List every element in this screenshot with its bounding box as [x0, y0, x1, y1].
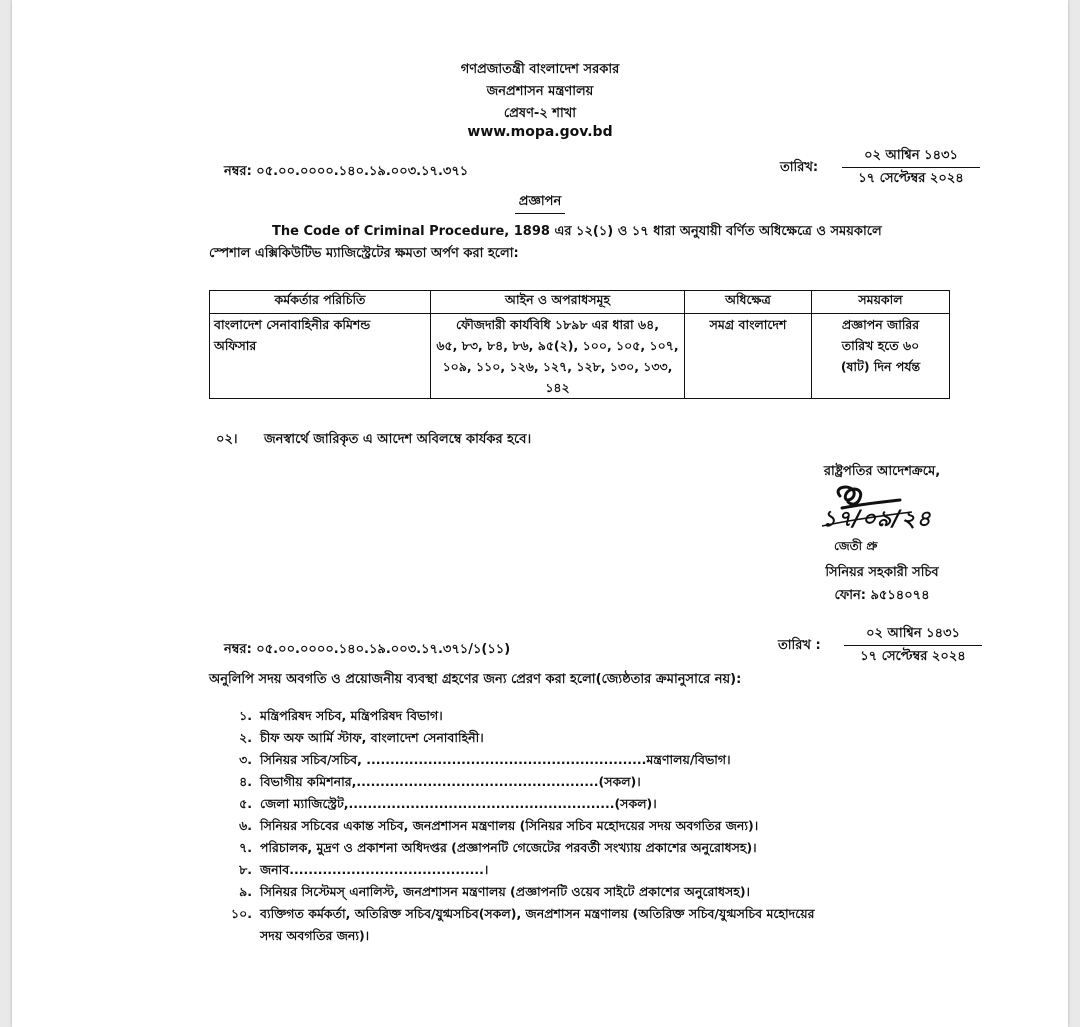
list-number: ৪.	[239, 774, 252, 789]
list-text: চীফ অফ আর্মি স্টাফ, বাংলাদেশ সেনাবাহিনী।	[260, 730, 484, 745]
list-number: ৯.	[239, 884, 252, 899]
copy-intro: অনুলিপি সদয় অবগতি ও প্রয়োজনীয় ব্যবস্থা গ্রহণের জন্য প্রেরণ করা হলো(জ্যেষ্ঠতার ক্রমানুসারে নয়):	[209, 672, 742, 687]
list-item	[222, 774, 641, 794]
list-item	[222, 796, 657, 816]
by-order-of-president: রাষ্ট্রপতির আদেশক্রমে,	[823, 464, 941, 479]
header-jurisdiction: অধিক্ষেত্র	[685, 291, 812, 314]
cell-jurisdiction: সমগ্র বাংলাদেশ	[685, 314, 812, 399]
list-item	[222, 840, 757, 860]
list-text: পরিচালক, মুদ্রণ ও প্রকাশনা অধিদপ্তর (প্রজ্ঞাপনটি গেজেটের পরবর্তী সংখ্যায় প্রকাশের অনুরোধসহ)।	[260, 840, 757, 855]
ministry-name: জনপ্রশাসন মন্ত্রণালয়	[486, 84, 594, 99]
list-number: ১.	[239, 708, 252, 723]
list-text: জনাব.........................................।	[260, 862, 489, 877]
date-label: তারিখ:	[780, 160, 819, 175]
laws-line: ফৌজদারী কার্যবিধি ১৮৯৮ এর ধারা ৬৪,	[455, 317, 659, 332]
officer-line: বাংলাদেশ সেনাবাহিনীর কমিশন্ড	[214, 317, 371, 332]
signatory-designation: সিনিয়র সহকারী সচিব	[825, 565, 939, 580]
date-bangla: ০২ আশ্বিন ১৪৩১	[842, 146, 980, 168]
signatory-phone: ফোন: ৯৫১৪০৭৪	[834, 588, 930, 603]
list-text: সিনিয়র সচিবের একান্ত সচিব, জনপ্রশাসন মন্ত্রণালয় (সিনিয়র সচিব মহোদয়ের সদয় অবগতির জন্য)।	[260, 818, 759, 833]
handwritten-date: ১৭/০৯/২৪	[822, 507, 932, 532]
intro-line-2: স্পেশাল এক্সিকিউটিভ ম্যাজিস্ট্রেটের ক্ষমতা অর্পণ করা হলো:	[209, 246, 519, 261]
list-item	[222, 818, 758, 838]
date-gregorian-2: ১৭ সেপ্টেম্বর ২০২৪	[860, 649, 966, 664]
date-label-2: তারিখ :	[778, 638, 821, 653]
list-item	[222, 862, 488, 882]
period-line: প্রজ্ঞাপন জারির	[841, 317, 920, 332]
list-item	[222, 708, 443, 728]
intro-line-1: The Code of Criminal Procedure, 1898 এর ১২(১) ও ১৭ ধারা অনুযায়ী বর্ণিত অধিক্ষেত্রে ও সময়কালে	[272, 224, 882, 239]
list-number: ১০.	[231, 906, 252, 921]
website-link[interactable]: www.mopa.gov.bd	[467, 124, 613, 140]
memo-number-2: নম্বর: ০৫.০০.০০০০.১৪০.১৯.০০৩.১৭.৩৭১/১(১১)	[224, 642, 511, 657]
document-page	[12, 0, 1068, 1027]
date-bangla-2: ০২ আশ্বিন ১৪৩১	[844, 624, 982, 646]
table-row	[210, 314, 950, 399]
list-text: জেলা ম্যাজিস্ট্রেট,........................................................(সকল)।	[260, 796, 657, 811]
list-number: ৩.	[239, 752, 252, 767]
list-text: সিনিয়র সচিব/সচিব, ...........................................................মন্ত্রণালয়/বিভাগ।	[260, 752, 731, 767]
list-number: ৫.	[239, 796, 252, 811]
list-number: ৭.	[239, 840, 252, 855]
memo-number: নম্বর: ০৫.০০.০০০০.১৪০.১৯.০০৩.১৭.৩৭১	[224, 164, 469, 179]
list-number: ৮.	[239, 862, 252, 877]
govt-title: গণপ্রজাতন্ত্রী বাংলাদেশ সরকার	[460, 62, 620, 77]
cell-period	[812, 314, 950, 399]
list-number: ২.	[239, 730, 252, 745]
list-text: মন্ত্রিপরিষদ সচিব, মন্ত্রিপরিষদ বিভাগ।	[260, 708, 443, 723]
notice-title: প্রজ্ঞাপন	[515, 192, 565, 214]
date-gregorian: ১৭ সেপ্টেম্বর ২০২৪	[858, 171, 964, 186]
officer-line: অফিসার	[214, 338, 257, 353]
header-period: সময়কাল	[812, 291, 950, 314]
list-text: ব্যক্তিগত কর্মকর্তা, অতিরিক্ত সচিব/যুগ্মসচিব(সকল), জনপ্রশাসন মন্ত্রণালয় (অতিরিক্ত সচিব/যুগ্মসচিব মহোদয়ের	[260, 906, 815, 921]
list-text: বিভাগীয় কমিশনার,...................................................(সকল)।	[260, 774, 641, 789]
cell-officer	[210, 314, 431, 399]
section-name: প্রেষণ-২ শাখা	[503, 106, 577, 121]
list-item	[222, 752, 731, 772]
list-text: সিনিয়র সিস্টেমস্ এনালিস্ট, জনপ্রশাসন মন্ত্রণালয় (প্রজ্ঞাপনটি ওয়েব সাইটে প্রকাশের অনুরোধসহ)।	[260, 884, 750, 899]
para-text: জনস্বার্থে জারিকৃত এ আদেশ অবিলম্বে কার্যকর হবে।	[264, 432, 532, 447]
cell-laws	[431, 314, 685, 399]
header-officer: কর্মকর্তার পরিচিতি	[210, 291, 431, 314]
laws-line: ৬৫, ৮৩, ৮৪, ৮৬, ৯৫(২), ১০০, ১০৫, ১০৭,	[436, 338, 679, 353]
list-item	[222, 906, 814, 926]
laws-line: ১৪২	[545, 380, 570, 395]
header-laws: আইন ও অপরাধসমূহ	[431, 291, 685, 314]
table-header-row	[210, 291, 950, 314]
signatory-name: জেতী প্রু	[834, 539, 878, 553]
list-number: ৬.	[239, 818, 252, 833]
list-item	[222, 884, 750, 904]
list-item-continuation: সদয় অবগতির জন্য)।	[260, 928, 370, 943]
list-item	[222, 730, 484, 750]
authority-table	[209, 290, 950, 399]
para-number: ০২।	[216, 432, 238, 447]
period-line: তারিখ হতে ৬০	[841, 338, 920, 353]
period-line: (ষাট) দিন পর্যন্ত	[840, 359, 921, 374]
laws-line: ১০৯, ১১০, ১২৬, ১২৭, ১২৮, ১৩০, ১৩৩,	[442, 359, 673, 374]
